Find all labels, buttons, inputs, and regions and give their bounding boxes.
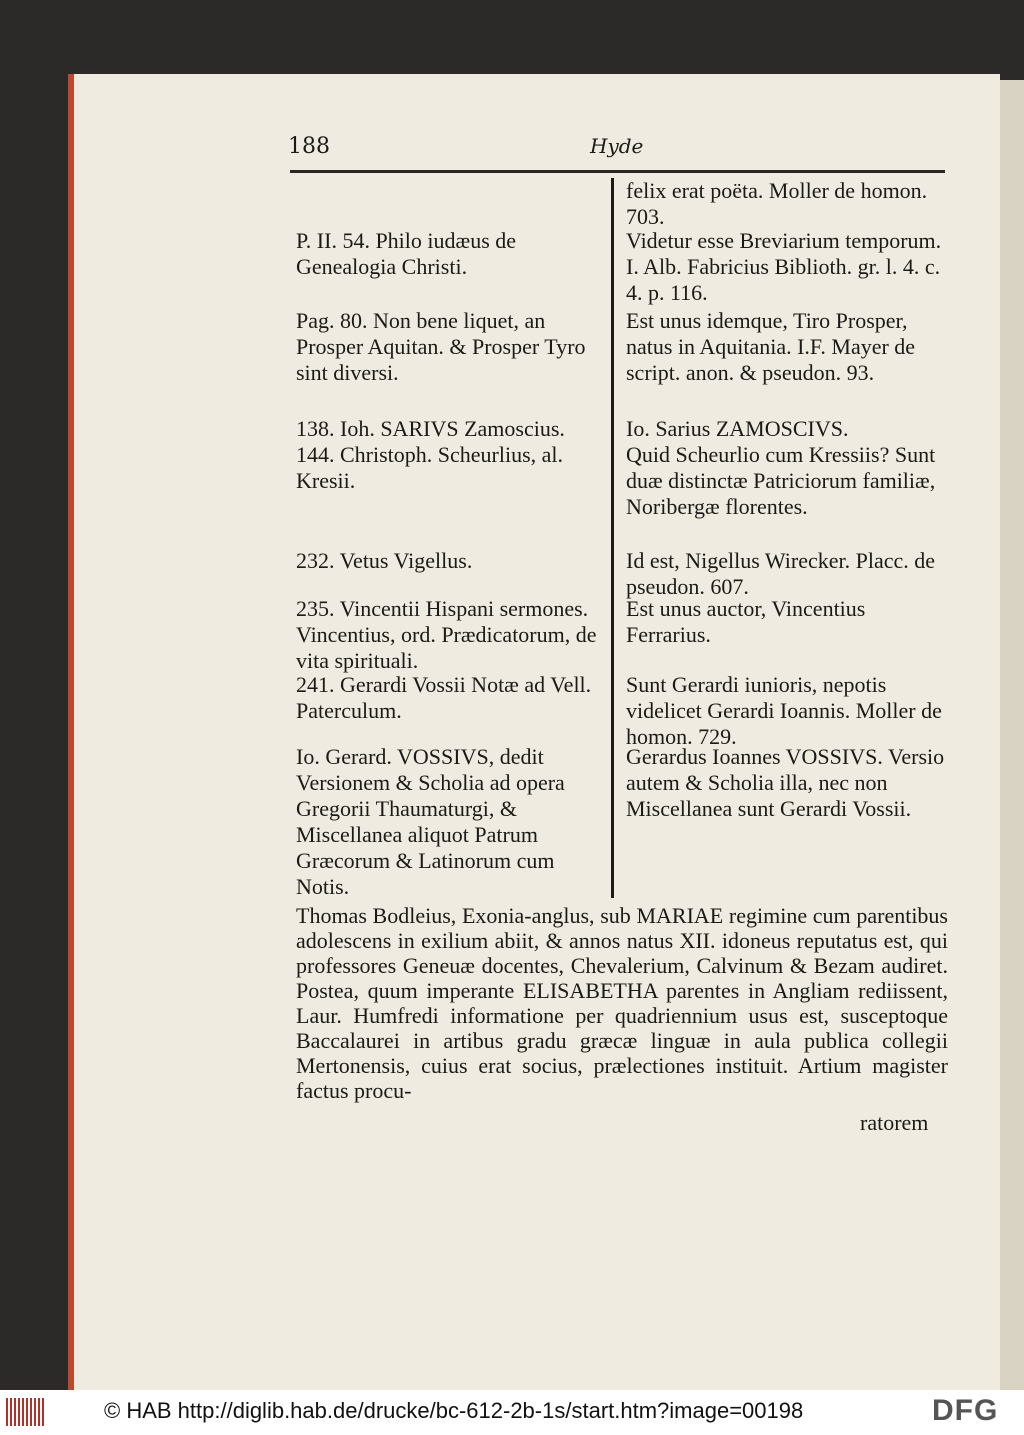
right-entry: Id est, Nigellus Wirecker. Placc. de pseudon. 607. [626, 548, 936, 599]
footer-bar [0, 1390, 1024, 1435]
right-entry: Est unus idemque, Tiro Prosper, natus in Aquitania. I.F. Mayer de script. anon. & pseudon. 93. [626, 308, 916, 385]
right-entry: Est unus auctor, Vincentius Ferrarius. [626, 596, 866, 647]
right-entry: Quid Scheurlio cum Kressiis? Sunt duæ distinctæ Patriciorum familiæ, Noribergæ florentes. [626, 442, 936, 519]
page-header [284, 134, 944, 164]
right-entry: felix erat poëta. Moller de homon. 703. [626, 178, 928, 229]
body-paragraph: Thomas Bodleius, Exonia-anglus, sub MARIAE regimine cum parentibus adolescens in exilium abiit, & annos natus XII. idoneus reputatus est, qui professores Geneuæ docentes, Chevalerium, Calvinum & Bezam audiret. Postea, quum imperante ELISABETHA parentes in Angliam rediissent, Laur. Humfredi informatione per quadriennium usus est, susceptoque Baccalaurei in artibus gradu græcæ linguæ in aula publica collegii Mertonensis, cuius erat socius, prælectiones instituit. Artium magister factus procu- [296, 903, 948, 1103]
right-entry: Sunt Gerardi iunioris, nepotis videlicet Gerardi Ioannis. Moller de homon. 729. [626, 672, 942, 749]
facing-page-edge [1000, 80, 1024, 1390]
barcode-icon [6, 1398, 46, 1426]
right-entry: Videtur esse Breviarium temporum. I. Alb. Fabricius Biblioth. gr. l. 4. c. 4. p. 116. [626, 228, 942, 305]
header-rule [290, 170, 945, 173]
left-entry: 144. Christoph. Scheurlius, al. Kresii. [296, 442, 564, 493]
running-head: Hyde [590, 134, 644, 158]
left-entry: P. II. 54. Philo iudæus de Genealogia Christi. [296, 228, 517, 279]
copyright-link[interactable]: © HAB http://diglib.hab.de/drucke/bc-612-2b-1s/start.htm?image=00198 [104, 1398, 804, 1423]
catchword: ratorem [860, 1110, 929, 1135]
right-entry: Gerardus Ioannes VOSSIVS. Versio autem & Scholia illa, nec non Miscellanea sunt Gerardi Vossii. [626, 744, 945, 821]
left-entry: Io. Gerard. VOSSIVS, dedit Versionem & Scholia ad opera Gregorii Thaumaturgi, & Miscellanea aliquot Patrum Græcorum & Latinorum cum Notis. [296, 744, 565, 899]
page-number: 188 [288, 134, 330, 159]
left-entry: 241. Gerardi Vossii Notæ ad Vell. Paterculum. [296, 672, 592, 723]
column-divider [611, 178, 614, 898]
right-entry: Io. Sarius ZAMOSCIVS. [626, 416, 849, 441]
left-entry: Pag. 80. Non bene liquet, an Prosper Aquitan. & Prosper Tyro sint diversi. [296, 308, 586, 385]
left-entry: 232. Vetus Vigellus. [296, 548, 473, 573]
left-entry: 138. Ioh. SARIVS Zamoscius. [296, 416, 565, 441]
dfg-logo: DFG [932, 1394, 999, 1427]
left-entry: 235. Vincentii Hispani sermones. Vincentius, ord. Prædicatorum, de vita spirituali. [296, 596, 597, 673]
